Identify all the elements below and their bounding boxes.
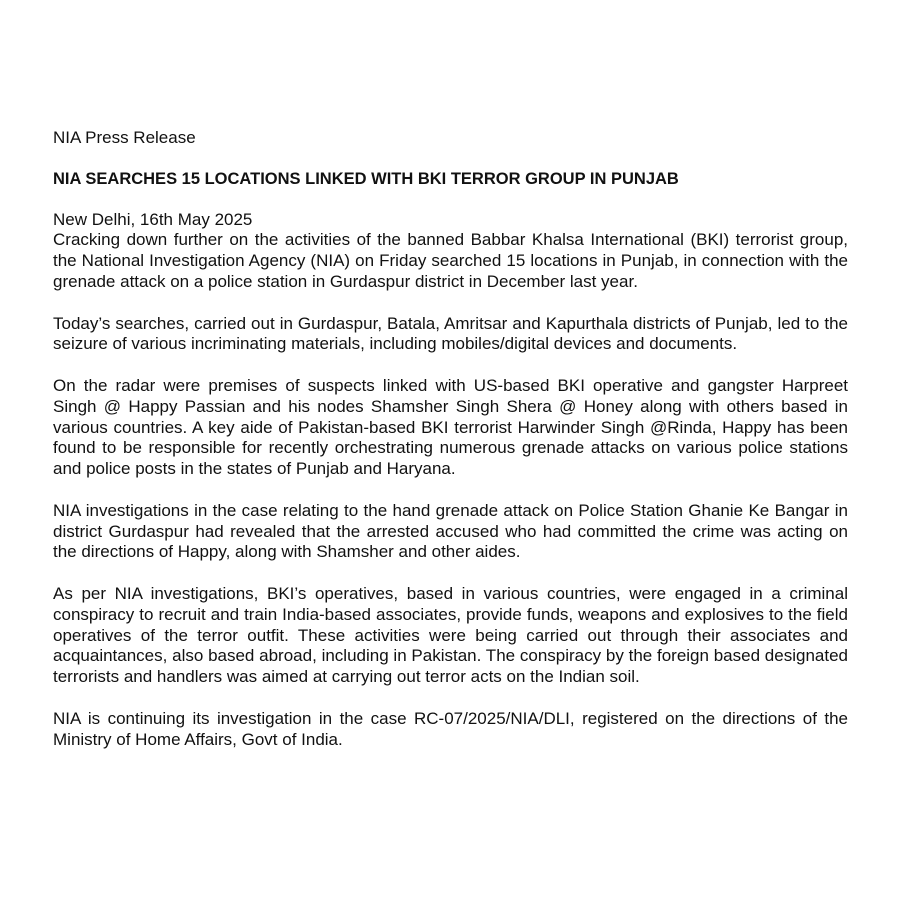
press-release-label: NIA Press Release: [53, 128, 196, 147]
headline: NIA SEARCHES 15 LOCATIONS LINKED WITH BKI TERROR GROUP IN PUNJAB: [53, 169, 679, 188]
paragraph-searches: Today’s searches, carried out in Gurdaspur, Batala, Amritsar and Kapurthala districts of Punjab, led to the seizure of various incriminating materials, including mobiles/digital devices and documents.: [53, 313, 848, 354]
paragraph-conspiracy: As per NIA investigations, BKI’s operatives, based in various countries, were engaged in a criminal conspiracy to recruit and train India-based associates, provide funds, weapons and explosives to the field operatives of the terror outfit. These activities were being carried out through their associates and acquaintances, also based abroad, including in Pakistan. The conspiracy by the foreign based designated terrorists and handlers was aimed at carrying out terror acts on the Indian soil.: [53, 583, 848, 687]
paragraph-investigation: NIA investigations in the case relating to the hand grenade attack on Police Station Ghanie Ke Bangar in district Gurdaspur had revealed that the arrested accused who had committed the crime was acting on the directions of Happy, along with Shamsher and other aides.: [53, 500, 848, 562]
press-release-document: [53, 128, 848, 750]
paragraph-intro: Cracking down further on the activities of the banned Babbar Khalsa International (BKI) terrorist group, the National Investigation Agency (NIA) on Friday searched 15 locations in Punjab, in connection with the grenade attack on a police station in Gurdaspur district in December last year.: [53, 230, 848, 291]
dateline: New Delhi, 16th May 2025: [53, 209, 253, 229]
paragraph-case: NIA is continuing its investigation in the case RC-07/2025/NIA/DLI, registered on the directions of the Ministry of Home Affairs, Govt of India.: [53, 708, 848, 749]
paragraph-suspects: On the radar were premises of suspects linked with US-based BKI operative and gangster Harpreet Singh @ Happy Passian and his nodes Shamsher Singh Shera @ Honey along with others based in various countries. A key aide of Pakistan-based BKI terrorist Harwinder Singh @Rinda, Happy has been found to be responsible for recently orchestrating numerous grenade attacks on various police stations and police posts in the states of Punjab and Haryana.: [53, 375, 848, 479]
